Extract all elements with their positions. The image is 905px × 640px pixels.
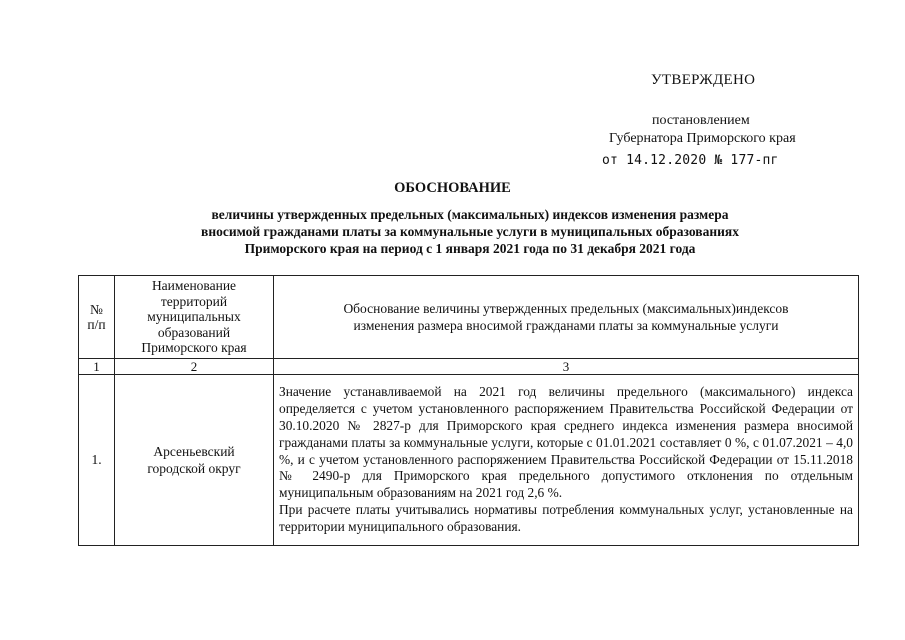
- column-number: 2: [115, 359, 274, 375]
- header-text: Приморского края: [141, 340, 247, 356]
- header-text: образований: [157, 324, 231, 340]
- region-name-line: Арсеньевский: [153, 444, 235, 459]
- header-text: территорий: [160, 293, 228, 309]
- justification-table: [78, 275, 859, 546]
- header-text: муниципальных: [147, 309, 241, 325]
- document-subtitle: [150, 206, 790, 257]
- justification-paragraph: Значение устанавливаемой на 2021 год величины предельного (максимального) индекса определяется с учетом установленного распоряжением Правительства Российской Федерации от 30.10.2020 № 2827-р для Приморского края среднего индекса изменения размера вносимой гражданами платы за коммунальные услуги, которые с 01.01.2021 составляет 0 %, с 01.07.2021 – 4,0 %, и с учетом установленного распоряжением Правительства Российской Федерации от 15.11.2018 № 2490-р для Приморского края предельного допустимого отклонения по отдельным муниципальным образованиям на 2021 год 2,6 %.: [279, 384, 853, 501]
- subtitle-line: Приморского края на период с 1 января 2021 года по 31 декабря 2021 года: [244, 241, 696, 256]
- decree-label: постановлением: [652, 113, 750, 128]
- header-text: изменения размера вносимой гражданами платы за коммунальные услуги: [353, 318, 779, 333]
- subtitle-line: величины утвержденных предельных (максимальных) индексов изменения размера: [211, 207, 729, 222]
- column-number: 1: [79, 359, 115, 375]
- subtitle-line: вносимой гражданами платы за коммунальные услуги в муниципальных образованиях: [201, 224, 739, 239]
- region-name-line: городской округ: [147, 461, 241, 476]
- justification-text: [274, 375, 859, 546]
- column-number-row: [79, 359, 859, 375]
- header-justification-cell: [274, 276, 859, 359]
- header-text: №: [90, 301, 103, 317]
- row-number: 1.: [79, 375, 115, 546]
- header-text: п/п: [87, 317, 106, 332]
- region-name: [115, 375, 274, 546]
- governor-label: Губернатора Приморского края: [609, 131, 796, 146]
- table-row: [79, 375, 859, 546]
- approval-stamp: УТВЕРЖДЕНО: [651, 72, 756, 88]
- header-text: Наименование: [151, 278, 237, 294]
- decree-date-number: от 14.12.2020 № 177-пг: [602, 153, 779, 168]
- column-number: 3: [274, 359, 859, 375]
- document-title: ОБОСНОВАНИЕ: [394, 180, 511, 196]
- justification-paragraph: При расчете платы учитывались нормативы потребления коммунальных услуг, установленные на территории муниципального образования.: [279, 501, 853, 534]
- header-number-cell: [79, 276, 115, 359]
- table-header-row: [79, 276, 859, 359]
- header-text: Обоснование величины утвержденных предельных (максимальных)индексов: [343, 301, 789, 316]
- header-region-cell: [115, 276, 274, 359]
